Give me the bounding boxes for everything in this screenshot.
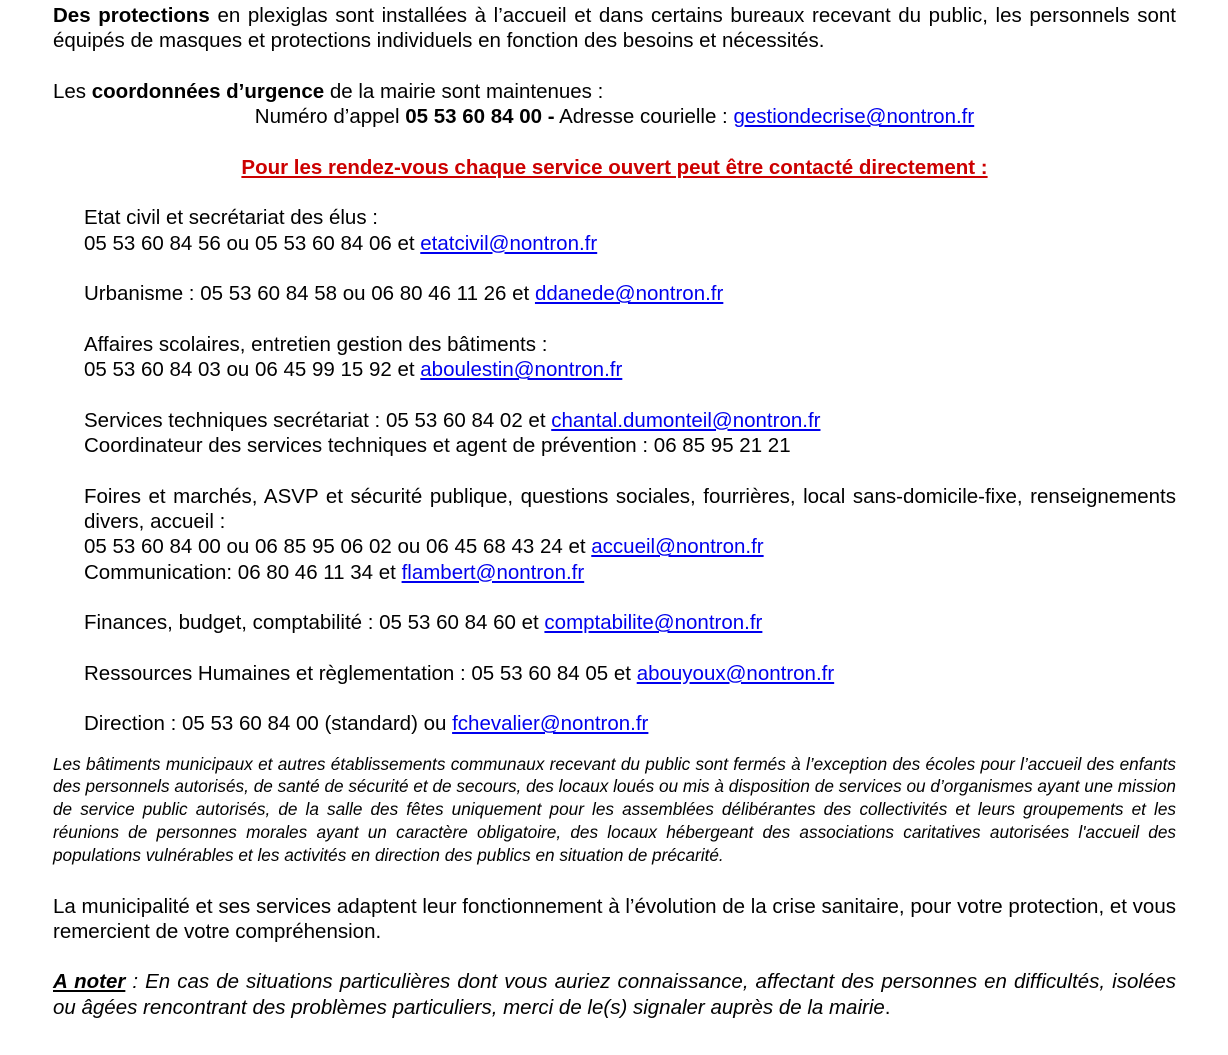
scolaires-phones: 05 53 60 84 03 ou 06 45 99 15 92 et: [84, 358, 421, 382]
emergency-email-link[interactable]: gestiondecrise@nontron.fr: [733, 105, 975, 129]
email-label: Adresse courielle :: [554, 105, 734, 129]
intro-paragraph: [53, 3, 1176, 54]
service-coordinator: Coordinateur des services techniques et agent de prévention : 06 85 95 21 21: [84, 434, 791, 458]
service-communication: [84, 560, 1176, 585]
urbanisme-email-link[interactable]: ddanede@nontron.fr: [534, 282, 724, 306]
rdv-title-text: Pour les rendez-vous chaque service ouvert peut être contacté directement :: [241, 155, 988, 179]
service-scolaires-contact: [84, 357, 1176, 382]
service-direction: [84, 711, 1176, 736]
service-scolaires-title: Affaires scolaires, entretien gestion des bâtiments :: [84, 332, 548, 356]
emergency-bold: coordonnées d’urgence: [91, 79, 325, 103]
document-page: [53, 0, 1176, 1020]
service-foires-contact: [84, 534, 1176, 559]
intro-bold-lead: Des protections: [53, 4, 210, 27]
etat-civil-phones: 05 53 60 84 56 ou 05 53 60 84 06 et: [84, 231, 421, 255]
finances-email-link[interactable]: comptabilite@nontron.fr: [544, 611, 763, 635]
service-foires-title: Foires et marchés, ASVP et sécurité publique, questions sociales, fourrières, local sans-domicile-fixe, renseignements divers, accueil :: [84, 484, 1176, 533]
direction-email-link[interactable]: fchevalier@nontron.fr: [452, 712, 649, 736]
urbanisme-text: Urbanisme : 05 53 60 84 58 ou 06 80 46 11 26 et: [84, 282, 535, 306]
emergency-line: [53, 79, 1176, 104]
note-text: : En cas de situations particulières dont vous auriez connaissance, affectant des personnes en difficultés, isolées ou âgées rencontrant des problèmes particuliers, merci de le(s) signaler auprès de la mairie: [53, 970, 1176, 1019]
note-paragraph: [53, 969, 1176, 1020]
rh-text: Ressources Humaines et règlementation : 05 53 60 84 05 et: [84, 661, 637, 685]
emergency-post: de la mairie sont maintenues :: [324, 79, 604, 103]
rh-email-link[interactable]: abouyoux@nontron.fr: [636, 661, 835, 685]
scolaires-email-link[interactable]: aboulestin@nontron.fr: [420, 358, 623, 382]
communication-text: Communication: 06 80 46 11 34 et: [84, 560, 402, 584]
service-etat-civil-title: Etat civil et secrétariat des élus :: [84, 206, 378, 230]
finances-text: Finances, budget, comptabilité : 05 53 60 84 60 et: [84, 611, 545, 635]
service-rh: [84, 661, 1176, 686]
accueil-email-link[interactable]: accueil@nontron.fr: [591, 535, 764, 559]
emergency-pre: Les: [53, 79, 92, 103]
service-techniques: [84, 408, 1176, 433]
emergency-phone: 05 53 60 84 00 -: [405, 105, 555, 129]
foires-phones: 05 53 60 84 00 ou 06 85 95 06 02 ou 06 45 68 43 24 et: [84, 535, 592, 559]
service-finances: [84, 610, 1176, 635]
intro-text: en plexiglas sont installées à l’accueil et dans certains bureaux recevant du public, les personnels sont équipés de masques et protections individuels en fonction des besoins et nécessités.: [53, 4, 1177, 53]
direction-text: Direction : 05 53 60 84 00 (standard) ou: [84, 712, 453, 736]
service-urbanisme: [84, 281, 1176, 306]
techniques-text: Services techniques secrétariat : 05 53 60 84 02 et: [84, 408, 552, 432]
adaptation-paragraph: La municipalité et ses services adaptent leur fonctionnement à l’évolution de la crise sanitaire, pour votre protection, et vous remercient de votre compréhension.: [53, 894, 1176, 943]
rdv-title: [53, 155, 1176, 180]
services-list: [53, 205, 1176, 736]
phone-label: Numéro d’appel: [254, 105, 406, 129]
communication-email-link[interactable]: flambert@nontron.fr: [401, 560, 585, 584]
etat-civil-email-link[interactable]: etatcivil@nontron.fr: [420, 231, 598, 255]
service-etat-civil-contact: [84, 231, 1176, 256]
note-end: .: [884, 995, 891, 1019]
closure-notice: Les bâtiments municipaux et autres établissements communaux recevant du public sont fermés à l’exception des écoles pour l’accueil des enfants des personnels autorisés, de santé de sécurité et de secours, des locaux loués ou mis à disposition de services ou d’organismes ayant une mission de service public autorisés, de la salle des fêtes uniquement pour les assemblées délibérantes des collectivités et leurs groupements et les réunions de personnes morales ayant un caractère obligatoire, des locaux hébergeant des associations caritatives autorisées l'accueil des populations vulnérables et les activités en direction des publics en situation de précarité.: [53, 753, 1176, 865]
techniques-email-link[interactable]: chantal.dumonteil@nontron.fr: [551, 408, 821, 432]
note-label: A noter: [53, 970, 126, 994]
emergency-contact-line: [53, 104, 1176, 129]
